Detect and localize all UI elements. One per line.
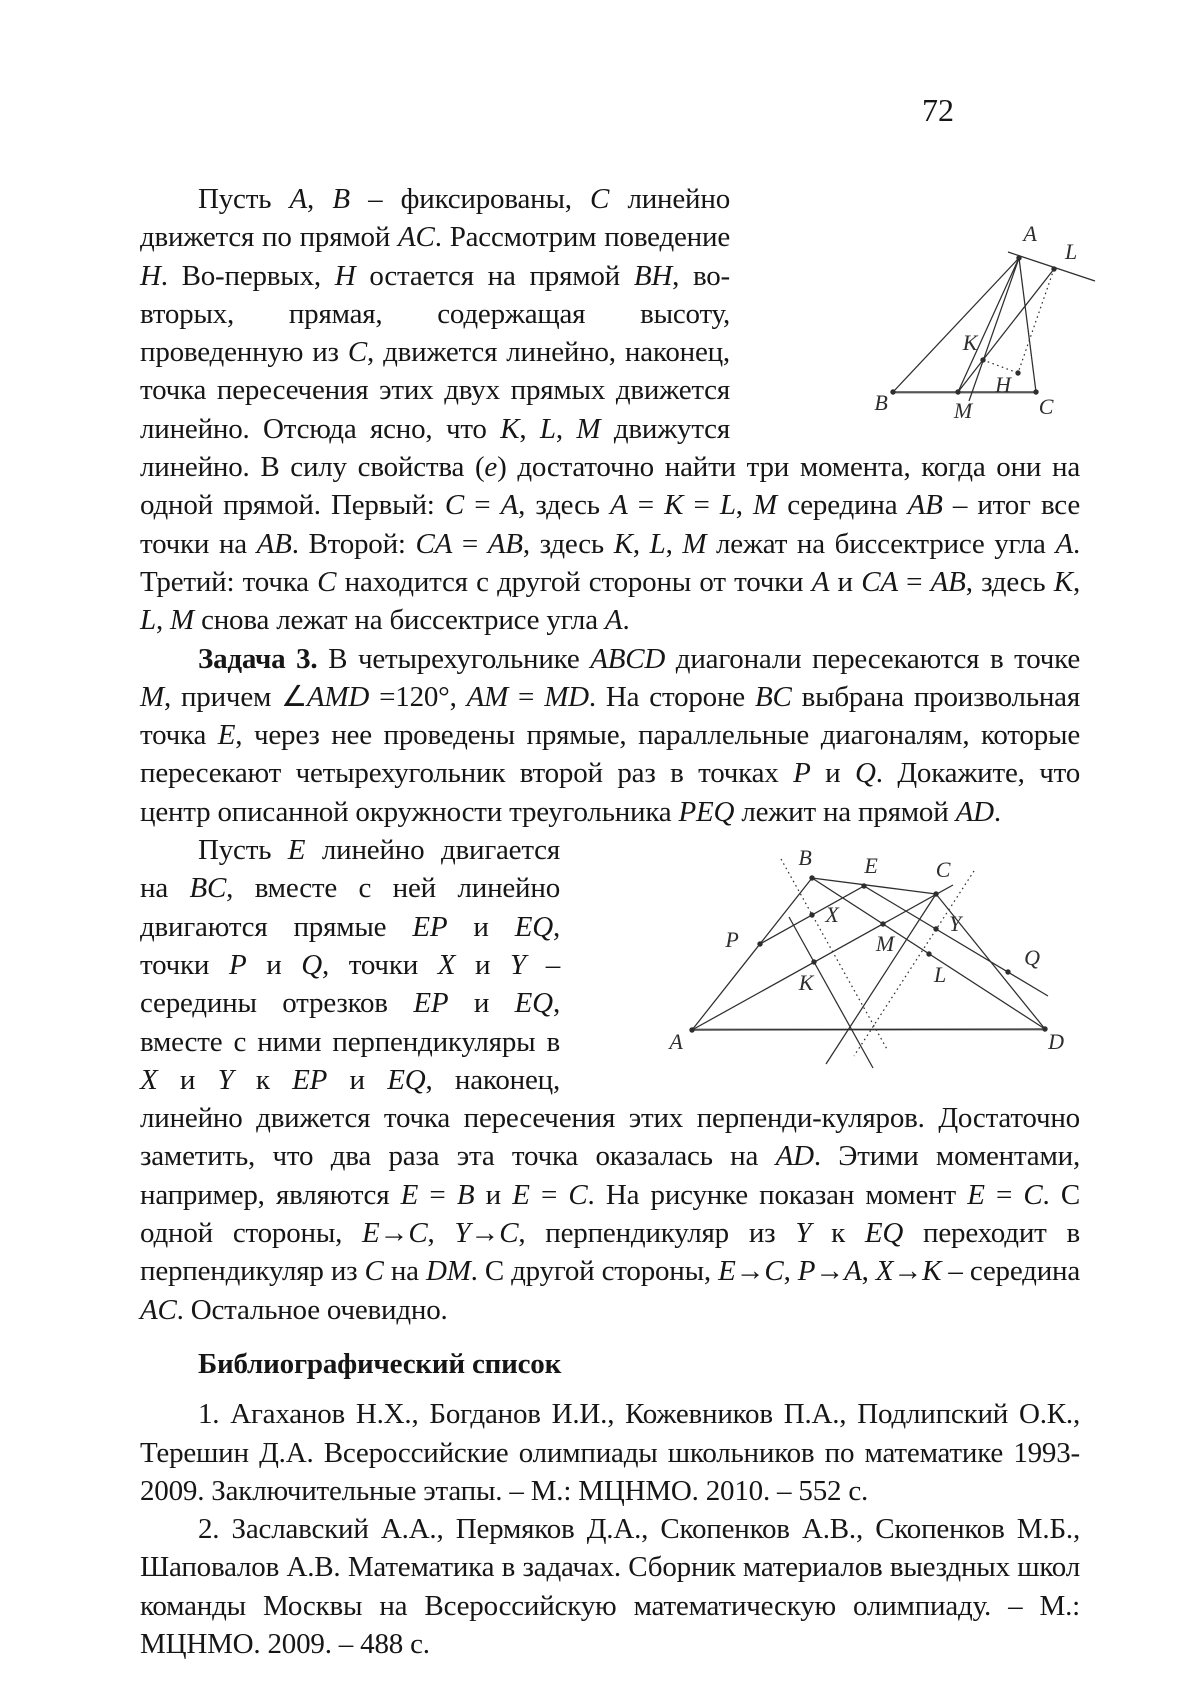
- bibliography-item-1: [140, 1395, 1080, 1510]
- text-run: и: [157, 1063, 218, 1096]
- text-run: . Рассмотрим поведение: [434, 221, 730, 254]
- text-run: 2. Заславский А.А., Пермяков Д.А., Скопенков А.В., Скопенков М.Б., Шаповалов А.В. Математика в задачах. Сборник материалов выездных школ команды Москвы на Всероссийскую математическую олимпиаду. – М.: МЦНМО. 2009. – 488 с.: [140, 1513, 1080, 1660]
- math-variable: M: [753, 489, 778, 522]
- figure-label-C: C: [935, 857, 951, 883]
- math-variable: M: [140, 680, 164, 713]
- math-variable: EQ: [387, 1063, 426, 1096]
- text-run: ,: [155, 604, 171, 637]
- math-variable: AC: [140, 1293, 177, 1326]
- figure-point-H: [1015, 370, 1020, 375]
- figure-triangle: [730, 180, 1080, 446]
- math-variable: ABCD: [590, 642, 666, 675]
- math-variable: M: [576, 412, 601, 445]
- math-variable: K: [922, 1255, 942, 1288]
- text-run: ,: [307, 183, 333, 215]
- text-run: =: [508, 680, 545, 713]
- text-run: =: [683, 489, 720, 522]
- text-run: ,: [1072, 565, 1080, 598]
- math-variable: X: [875, 1255, 894, 1288]
- figure-dotted-line: [1018, 269, 1054, 373]
- text-run: 1. Агаханов Н.Х., Богданов И.И., Кожевников П.А., Подлипский О.К., Терешин Д.А. Всероссийские олимпиады школьников по математике 1993-2009. Заключительные этапы. – М.: МЦНМО. 2010. – 552 с.: [140, 1398, 1080, 1507]
- text-run: и: [829, 565, 862, 598]
- text-run: ,: [665, 527, 683, 560]
- text-run: , перпендикуляр из: [518, 1217, 796, 1250]
- text-run: .: [622, 604, 630, 637]
- text-run: – фиксированы,: [349, 183, 591, 215]
- math-variable: BH: [633, 259, 673, 292]
- math-variable: Q: [301, 948, 323, 981]
- math-variable: AB: [907, 489, 943, 522]
- text-run: лежит на прямой: [734, 795, 956, 828]
- text-run: , здесь: [518, 489, 610, 522]
- text-run: →: [893, 1255, 923, 1288]
- figure-label-D: D: [1048, 1029, 1064, 1055]
- text-run: , здесь: [522, 527, 614, 560]
- page-number: 72: [922, 92, 954, 128]
- figure-label-H: H: [995, 372, 1011, 397]
- text-run: , вместе с ними перпендикуляры в: [140, 987, 560, 1058]
- math-variable: EP: [292, 1063, 328, 1096]
- quadrilateral-figure-svg: [648, 841, 1078, 1076]
- figure-point-A: [1016, 255, 1021, 260]
- text-run: . Второй:: [291, 527, 416, 560]
- figure-point-E: [861, 883, 866, 888]
- math-variable: C: [568, 1178, 588, 1211]
- text-run: выбрана произвольная точка: [140, 680, 1080, 752]
- text-run: В четырехугольнике: [317, 642, 591, 675]
- figure-point-D: [1042, 1026, 1047, 1031]
- math-variable: C: [364, 1255, 384, 1288]
- text-run: ,: [783, 1255, 798, 1288]
- math-variable: C: [1023, 1178, 1043, 1211]
- text-run: →: [470, 1217, 500, 1250]
- math-variable: A: [844, 1255, 862, 1288]
- math-variable: X: [437, 948, 456, 981]
- math-variable: EQ: [514, 987, 553, 1020]
- math-variable: P: [793, 757, 811, 790]
- math-variable: DM: [425, 1255, 471, 1288]
- text-run: =120°,: [369, 680, 467, 713]
- figure-label-Q: Q: [1024, 945, 1040, 971]
- math-variable: PEQ: [678, 795, 735, 828]
- figure-label-C: C: [1038, 394, 1054, 419]
- text-run: ,: [735, 489, 754, 522]
- math-variable: AD: [955, 795, 994, 828]
- math-variable: B: [332, 183, 350, 215]
- text-run: на: [383, 1255, 426, 1288]
- text-run: , наконец, линейно движется точка пересечения этих перпенди-куляров. Достаточно заметить, что два раза эта точка оказалась на: [140, 1063, 1080, 1173]
- math-variable: EP: [412, 910, 448, 943]
- text-run: и: [246, 948, 302, 981]
- text-run: . Третий: точка: [140, 527, 1081, 598]
- figure-label-K: K: [962, 330, 978, 355]
- figure-point-K: [811, 959, 816, 964]
- text-run: , здесь: [965, 565, 1054, 598]
- text-run: . На рисунке показан момент: [587, 1178, 968, 1211]
- math-variable: M: [170, 604, 195, 637]
- figure-point-L: [1051, 266, 1056, 271]
- math-variable: H: [334, 259, 356, 292]
- text-run: →: [379, 1217, 409, 1250]
- text-run: лежат на биссектрисе угла: [706, 527, 1056, 560]
- page-body: [140, 180, 1080, 1663]
- math-variable: Y: [795, 1217, 812, 1250]
- figure-point-K: [980, 357, 985, 362]
- math-variable: K: [1053, 565, 1073, 598]
- text-run: линейно движется по прямой: [140, 183, 730, 254]
- math-variable: H: [140, 259, 161, 292]
- text-run: . Докажите, что центр описанной окружности треугольника: [140, 757, 1081, 828]
- bibliography-item-2: [140, 1510, 1080, 1663]
- math-variable: Q: [855, 757, 876, 790]
- text-run: ,: [427, 1217, 455, 1250]
- text-run: – середины отрезков: [140, 948, 561, 1020]
- math-variable: E: [718, 1255, 736, 1288]
- text-run: к: [233, 1063, 293, 1096]
- text-run: . Остальное очевидно.: [176, 1293, 448, 1326]
- text-run: . На стороне: [588, 680, 755, 713]
- figure-label-Y: Y: [948, 911, 962, 937]
- math-variable: B: [456, 1178, 475, 1211]
- math-variable: AB: [256, 527, 292, 560]
- figure-point-Q: [1005, 969, 1010, 974]
- math-variable: E: [217, 719, 236, 752]
- text-run: и: [474, 1178, 513, 1211]
- text-run: и: [448, 987, 515, 1020]
- text-run: – середина: [941, 1255, 1080, 1288]
- figure-quadrilateral: [560, 831, 1080, 1097]
- text-run: =: [897, 565, 931, 598]
- figure-dotted-line: [854, 871, 974, 1056]
- text-run: =: [452, 527, 488, 560]
- text-run: →: [735, 1255, 765, 1288]
- math-variable: A: [289, 183, 307, 215]
- paragraph-problem-3: [140, 640, 1080, 831]
- math-variable: L: [649, 527, 666, 560]
- text-run: =: [627, 489, 665, 522]
- text-run: середина: [777, 489, 908, 522]
- math-variable: K: [613, 527, 633, 560]
- text-run: . Во-первых,: [160, 259, 335, 292]
- math-variable: BC: [189, 872, 227, 905]
- text-run: снова лежат на биссектрисе угла: [194, 604, 605, 637]
- figure-label-X: X: [825, 902, 839, 928]
- math-variable: AB: [930, 565, 966, 598]
- math-variable: C: [347, 336, 367, 369]
- figure-point-A: [689, 1027, 694, 1032]
- text-run: =: [529, 1178, 569, 1211]
- figure-point-B: [809, 875, 814, 880]
- triangle-figure-svg: [793, 194, 1138, 434]
- math-variable: C: [444, 489, 465, 522]
- text-run: ,: [861, 1255, 876, 1288]
- figure-label-L: L: [933, 962, 947, 988]
- math-variable: E: [512, 1178, 530, 1211]
- text-run: . С одной стороны,: [140, 1178, 1080, 1250]
- figure-label-P: P: [725, 927, 739, 953]
- math-variable: Y: [217, 1063, 234, 1096]
- math-variable: CA: [415, 527, 453, 560]
- text-run: находится с другой стороны от точки: [336, 565, 812, 598]
- text-run: движутся линейно. В силу свойства (: [140, 412, 730, 484]
- text-run: , через нее проведены прямые, параллельные диагоналям, которые пересекают четырехугольник второй раз в точках: [140, 719, 1080, 790]
- text-run: Пусть: [198, 183, 290, 215]
- text-run: и: [447, 910, 515, 943]
- bibliography-item-text: [140, 1513, 1080, 1660]
- figure-point-X: [809, 912, 814, 917]
- math-variable: E: [967, 1178, 985, 1211]
- figure-label-E: E: [864, 853, 878, 879]
- math-variable: E: [400, 1178, 419, 1211]
- text-run: , движется линейно, наконец, точка пересечения этих двух прямых движется линейно. Отсюда ясно, что: [140, 336, 730, 445]
- figure-dotted-line: [781, 859, 888, 1051]
- text-run: к: [811, 1217, 865, 1250]
- math-variable: CA: [861, 565, 898, 598]
- math-variable: e: [484, 451, 498, 484]
- text-run: =: [984, 1178, 1024, 1211]
- text-run: ,: [632, 527, 650, 560]
- math-variable: M: [682, 527, 707, 560]
- text-run: =: [464, 489, 501, 522]
- math-variable: Y: [454, 1217, 471, 1250]
- figure-solid-line: [692, 885, 953, 1030]
- math-variable: X: [140, 1063, 158, 1096]
- math-variable: P: [797, 1255, 816, 1288]
- text-run: , во-вторых, прямая, содержащая высоту, проведенную из: [140, 259, 730, 369]
- text-run: – итог все точки на: [140, 489, 1080, 560]
- text-run: . Этими моментами, например, являются: [140, 1140, 1080, 1211]
- math-variable: EQ: [864, 1217, 904, 1250]
- math-variable: EQ: [514, 910, 553, 943]
- math-variable: Y: [510, 948, 526, 981]
- math-variable: A: [811, 565, 830, 598]
- figure-label-B: B: [874, 390, 888, 415]
- text-run: Пусть: [198, 834, 288, 867]
- math-variable: EP: [413, 987, 449, 1020]
- paragraph-intro-triangle: [140, 180, 1080, 640]
- text-run: . С другой стороны,: [470, 1255, 719, 1288]
- math-variable: C: [764, 1255, 784, 1288]
- math-variable: A: [500, 489, 519, 522]
- figure-label-B: B: [798, 845, 812, 871]
- math-variable: E: [287, 834, 306, 867]
- figure-point-M: [955, 389, 960, 394]
- math-variable: A: [604, 604, 623, 637]
- math-variable: L: [539, 412, 556, 445]
- figure-solid-line: [692, 878, 812, 1030]
- figure-label-A: A: [1023, 221, 1037, 246]
- math-variable: K: [664, 489, 684, 522]
- math-variable: P: [228, 948, 247, 981]
- math-variable: L: [719, 489, 736, 522]
- paragraph-text: [140, 643, 1080, 828]
- bold-text: Задача 3.: [198, 642, 318, 675]
- figure-point-Y: [933, 926, 938, 931]
- math-variable: A: [609, 489, 628, 522]
- figure-label-K: K: [798, 970, 814, 996]
- math-variable: AD: [775, 1140, 814, 1173]
- math-variable: MD: [544, 680, 589, 713]
- text-run: диагонали пересекаются в точке: [665, 642, 1080, 675]
- text-run: и: [810, 757, 856, 790]
- text-run: =: [418, 1178, 457, 1211]
- figure-label-L: L: [1064, 239, 1078, 264]
- math-variable: AB: [487, 527, 523, 560]
- figure-label-M: M: [953, 398, 973, 423]
- text-run: остается на прямой: [355, 259, 634, 292]
- math-variable: A: [1055, 527, 1073, 560]
- math-variable: AC: [398, 221, 435, 254]
- text-run: ) достаточно найти три момента, когда они на одной прямой. Первый:: [140, 451, 1080, 522]
- math-variable: AM: [466, 680, 509, 713]
- figure-point-B: [890, 389, 895, 394]
- text-run: →: [815, 1255, 845, 1288]
- math-variable: C: [499, 1217, 519, 1250]
- figure-label-M: M: [875, 931, 895, 957]
- text-run: , точки: [322, 948, 438, 981]
- math-variable: E: [362, 1217, 380, 1250]
- math-variable: C: [317, 565, 337, 598]
- figure-solid-line: [1019, 258, 1036, 392]
- math-variable: BC: [754, 680, 792, 713]
- bibliography-item-text: [140, 1398, 1080, 1507]
- figure-point-C: [933, 891, 938, 896]
- math-variable: L: [140, 604, 156, 637]
- text-run: линейно двигается на: [140, 834, 560, 905]
- text-run: ,: [555, 412, 577, 445]
- figure-label-A: A: [669, 1029, 683, 1055]
- bibliography-heading: Библиографический список: [198, 1347, 562, 1380]
- figure-point-L: [926, 951, 931, 956]
- text-run: , вместе с ней линейно двигаются прямые: [140, 872, 560, 943]
- paragraph-solution: [140, 831, 1080, 1329]
- math-variable: C: [408, 1217, 428, 1250]
- figure-point-P: [757, 941, 762, 946]
- figure-point-M: [880, 921, 885, 926]
- text-run: , точки: [140, 910, 561, 981]
- math-variable: K: [500, 412, 520, 445]
- math-variable: C: [590, 183, 610, 215]
- math-variable: AMD: [306, 680, 370, 713]
- text-run: , причем ∠: [163, 680, 307, 713]
- text-run: .: [993, 795, 1001, 828]
- text-run: и: [327, 1063, 388, 1096]
- text-run: переходит в перпендикуляр из: [140, 1217, 1080, 1288]
- text-run: ,: [519, 412, 540, 445]
- text-run: и: [455, 948, 511, 981]
